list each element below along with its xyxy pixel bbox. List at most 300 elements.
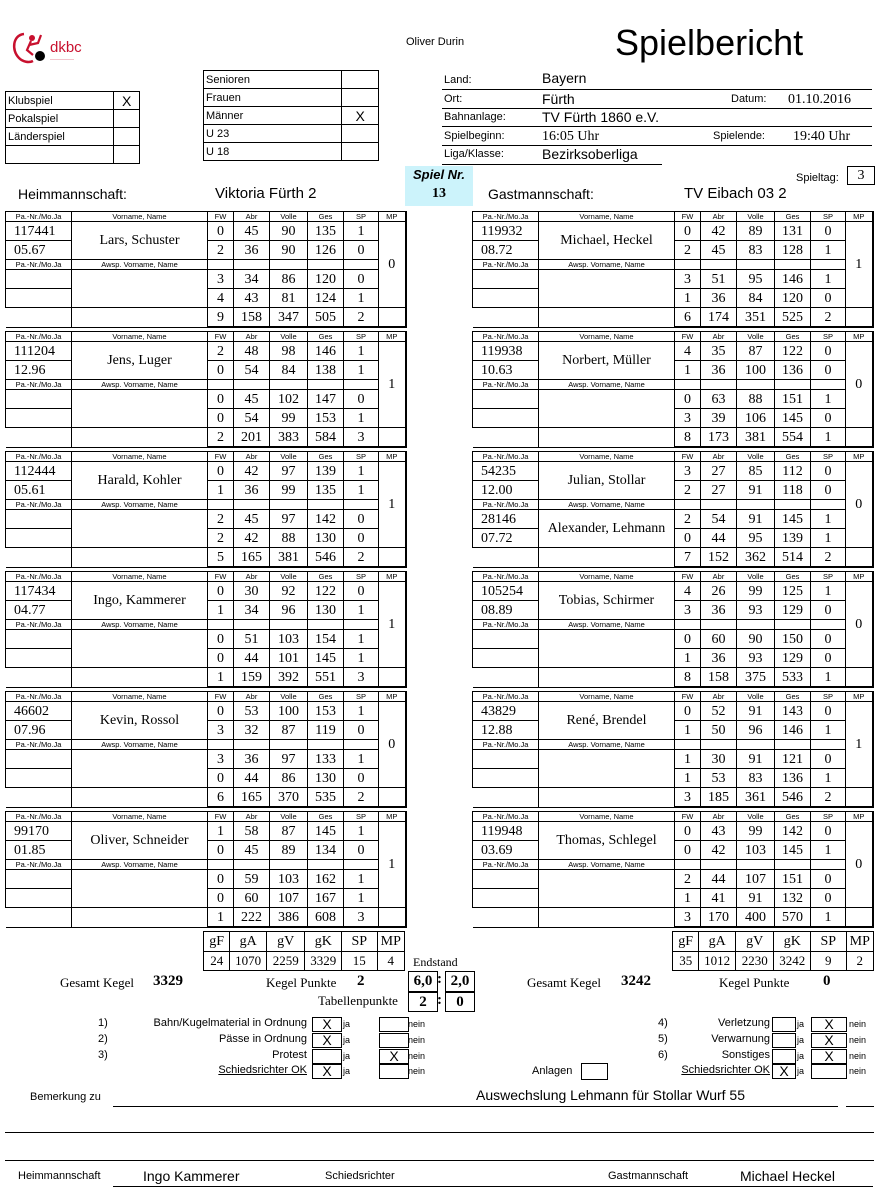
score-ges: 135 — [308, 481, 344, 500]
player-birth: 12.88 — [473, 721, 539, 740]
column-header-fw: FW — [208, 692, 234, 702]
score-volle: 92 — [270, 582, 308, 601]
empty-cell — [539, 548, 675, 568]
empty-cell — [6, 548, 72, 568]
total-sp: 1 — [811, 668, 846, 688]
column-header-name: Vorname, Name — [72, 332, 208, 342]
column-header-sp: SP — [811, 332, 846, 342]
check-nein-box[interactable] — [379, 1017, 409, 1032]
sum-value: 3329 — [305, 952, 342, 971]
player-birth: 08.89 — [473, 601, 539, 620]
sum-head: SP — [342, 932, 378, 952]
total-sp: 3 — [344, 428, 379, 448]
score-fw: 0 — [208, 889, 234, 908]
score-volle: 90 — [270, 222, 308, 241]
column-header-abr: Abr — [234, 572, 270, 582]
spiel-nr-value: 13 — [432, 186, 446, 201]
empty-cell — [234, 500, 270, 510]
empty-cell — [737, 620, 775, 630]
nein-label: nein — [408, 1051, 426, 1061]
column-header-pid: Pa.-Nr./Mo.Ja — [6, 692, 72, 702]
score-sp: 0 — [811, 289, 846, 308]
score-abr: 45 — [234, 841, 270, 860]
column-header-sp: SP — [811, 812, 846, 822]
score-fw: 0 — [208, 702, 234, 721]
column-header-fw: FW — [675, 332, 701, 342]
empty-cell — [379, 788, 406, 808]
score-ges: 151 — [775, 390, 811, 409]
sum-value: 24 — [204, 952, 230, 971]
score-sp: 1 — [811, 721, 846, 740]
match-point: 1 — [379, 822, 406, 908]
sub-header-name: Awsp. Vorname, Name — [539, 500, 675, 510]
column-header-volle: Volle — [737, 212, 775, 222]
score-sp: 1 — [344, 462, 379, 481]
total-volle: 361 — [737, 788, 775, 808]
ende-value: 19:40 Uhr — [793, 129, 851, 144]
sub-header-pid: Pa.-Nr./Mo.Ja — [473, 860, 539, 870]
check-nein-box[interactable]: X — [379, 1049, 409, 1064]
score-ges: 154 — [308, 630, 344, 649]
score-volle: 103 — [270, 630, 308, 649]
score-ges: 167 — [308, 889, 344, 908]
score-volle: 107 — [737, 870, 775, 889]
score-volle: 89 — [737, 222, 775, 241]
score-abr: 63 — [701, 390, 737, 409]
score-abr: 51 — [234, 630, 270, 649]
score-abr: 51 — [701, 270, 737, 289]
score-fw: 0 — [208, 769, 234, 788]
empty-cell — [473, 308, 539, 328]
category-label: Männer — [204, 107, 342, 125]
match-point: 1 — [379, 582, 406, 668]
score-ges: 138 — [308, 361, 344, 380]
empty-cell — [6, 428, 72, 448]
player-pass-number: 119932 — [473, 222, 539, 241]
player-pass-number: 54235 — [473, 462, 539, 481]
check-nein-box[interactable] — [379, 1033, 409, 1048]
player-name: Kevin, Rossol — [72, 702, 208, 740]
empty-cell — [675, 740, 701, 750]
score-fw: 1 — [675, 289, 701, 308]
empty-cell — [6, 308, 72, 328]
score-fw: 1 — [675, 769, 701, 788]
empty-cell — [208, 620, 234, 630]
match-point: 0 — [379, 222, 406, 308]
total-ges: 533 — [775, 668, 811, 688]
match-type-table — [5, 91, 140, 164]
column-header-fw: FW — [208, 452, 234, 462]
check-nein-box[interactable] — [811, 1064, 847, 1079]
score-ges: 145 — [775, 409, 811, 428]
score-sp: 1 — [344, 870, 379, 889]
column-header-volle: Volle — [270, 692, 308, 702]
total-abr: 170 — [701, 908, 737, 928]
score-sp: 1 — [811, 769, 846, 788]
sub-header-name: Awsp. Vorname, Name — [72, 740, 208, 750]
empty-cell — [775, 620, 811, 630]
score-volle: 91 — [737, 750, 775, 769]
category-mark[interactable]: X — [342, 107, 379, 125]
category-mark[interactable] — [342, 143, 379, 161]
sub-pass-number — [473, 270, 539, 289]
sum-value: 4 — [377, 952, 404, 971]
score-volle: 84 — [737, 289, 775, 308]
sum-head: MP — [377, 932, 404, 952]
check-nein-box[interactable]: X — [811, 1033, 847, 1048]
sub-header-name: Awsp. Vorname, Name — [539, 260, 675, 270]
category-mark[interactable] — [342, 71, 379, 89]
empty-cell — [675, 260, 701, 270]
score-abr: 36 — [701, 601, 737, 620]
score-abr: 45 — [701, 241, 737, 260]
score-ges: 119 — [308, 721, 344, 740]
sub-birth — [473, 649, 539, 668]
total-abr: 201 — [234, 428, 270, 448]
score-abr: 45 — [234, 222, 270, 241]
empty-cell — [473, 788, 539, 808]
total-sp: 2 — [811, 308, 846, 328]
check-label: Pässe in Ordnung — [218, 1033, 307, 1045]
score-volle: 91 — [737, 889, 775, 908]
away-match-points: 2,0 — [445, 971, 475, 992]
check-ja-box[interactable] — [772, 1049, 796, 1064]
sub-header-name: Awsp. Vorname, Name — [72, 380, 208, 390]
column-header-sp: SP — [811, 572, 846, 582]
sub-header-pid: Pa.-Nr./Mo.Ja — [6, 860, 72, 870]
player-birth: 03.69 — [473, 841, 539, 860]
score-fw: 1 — [208, 481, 234, 500]
score-fw: 2 — [675, 241, 701, 260]
score-sp: 1 — [344, 289, 379, 308]
ort-label: Ort: — [444, 93, 463, 105]
total-fw: 1 — [208, 668, 234, 688]
sub-player-name — [72, 510, 208, 548]
column-header-pid: Pa.-Nr./Mo.Ja — [6, 452, 72, 462]
empty-cell — [846, 428, 873, 448]
away-kegelpunkte-value: 0 — [823, 973, 831, 989]
score-abr: 54 — [701, 510, 737, 529]
empty-cell — [539, 308, 675, 328]
score-sp: 0 — [344, 841, 379, 860]
score-sp: 1 — [344, 630, 379, 649]
score-sp: 1 — [344, 822, 379, 841]
check-label: Schiedsrichter OK — [218, 1064, 307, 1076]
column-header-fw: FW — [208, 212, 234, 222]
home-match-points: 6,0 — [408, 971, 438, 992]
result-separator: : — [437, 971, 442, 987]
column-header-pid: Pa.-Nr./Mo.Ja — [473, 212, 539, 222]
score-fw: 4 — [208, 289, 234, 308]
score-fw: 2 — [675, 870, 701, 889]
empty-cell — [775, 740, 811, 750]
category-mark[interactable] — [342, 89, 379, 107]
check-label: Verwarnung — [711, 1033, 770, 1045]
score-fw: 0 — [675, 529, 701, 548]
score-abr: 35 — [701, 342, 737, 361]
score-sp: 0 — [344, 510, 379, 529]
score-sp: 0 — [811, 649, 846, 668]
score-abr: 42 — [701, 841, 737, 860]
score-ges: 145 — [308, 822, 344, 841]
score-sp: 0 — [811, 601, 846, 620]
player-birth: 04.77 — [6, 601, 72, 620]
score-ges: 130 — [308, 529, 344, 548]
check-ja-box[interactable] — [772, 1033, 796, 1048]
score-volle: 97 — [270, 462, 308, 481]
away-kegelpunkte-label: Kegel Punkte — [719, 975, 790, 990]
empty-cell — [308, 620, 344, 630]
score-volle: 87 — [737, 342, 775, 361]
column-header-sp: SP — [344, 572, 379, 582]
total-ges: 570 — [775, 908, 811, 928]
score-ges: 122 — [775, 342, 811, 361]
score-sp: 1 — [344, 342, 379, 361]
column-header-abr: Abr — [234, 452, 270, 462]
player-birth: 05.61 — [6, 481, 72, 500]
total-volle: 370 — [270, 788, 308, 808]
sum-head: gF — [673, 932, 699, 952]
score-fw: 0 — [208, 841, 234, 860]
category-label: U 18 — [204, 143, 342, 161]
score-volle: 96 — [270, 601, 308, 620]
score-fw: 1 — [675, 361, 701, 380]
player-birth: 12.96 — [6, 361, 72, 380]
score-volle: 101 — [270, 649, 308, 668]
sub-header-name: Awsp. Vorname, Name — [539, 740, 675, 750]
sum-head: gF — [204, 932, 230, 952]
score-fw: 1 — [675, 750, 701, 769]
check-ja-box[interactable]: X — [312, 1017, 342, 1032]
category-mark[interactable] — [342, 125, 379, 143]
total-sp: 3 — [344, 908, 379, 928]
column-header-sp: SP — [344, 812, 379, 822]
column-header-pid: Pa.-Nr./Mo.Ja — [6, 812, 72, 822]
empty-cell — [811, 260, 846, 270]
empty-cell — [775, 380, 811, 390]
empty-cell — [344, 380, 379, 390]
total-abr: 174 — [701, 308, 737, 328]
ja-label: ja — [797, 1035, 805, 1045]
score-fw: 3 — [675, 409, 701, 428]
column-header-abr: Abr — [234, 332, 270, 342]
total-volle: 386 — [270, 908, 308, 928]
bahn-value: TV Fürth 1860 e.V. — [542, 109, 659, 125]
column-header-name: Vorname, Name — [72, 692, 208, 702]
sub-player-name — [72, 390, 208, 428]
home-player-block — [5, 451, 407, 568]
check-number: 3) — [98, 1049, 108, 1061]
empty-cell — [234, 260, 270, 270]
sub-birth — [6, 409, 72, 428]
score-fw: 1 — [675, 889, 701, 908]
score-sp: 1 — [344, 222, 379, 241]
total-fw: 6 — [208, 788, 234, 808]
sub-header-name: Awsp. Vorname, Name — [72, 860, 208, 870]
score-fw: 0 — [208, 630, 234, 649]
away-player-block — [472, 331, 874, 448]
score-ges: 136 — [775, 361, 811, 380]
column-header-abr: Abr — [701, 812, 737, 822]
sub-header-name: Awsp. Vorname, Name — [539, 620, 675, 630]
home-gesamt-label: Gesamt Kegel — [60, 975, 135, 990]
score-sp: 1 — [344, 889, 379, 908]
empty-cell — [208, 860, 234, 870]
match-point: 0 — [846, 822, 873, 908]
check-ja-box[interactable]: X — [772, 1064, 796, 1079]
total-volle: 351 — [737, 308, 775, 328]
score-sp: 1 — [811, 529, 846, 548]
ja-label: ja — [343, 1035, 351, 1045]
sum-head: SP — [811, 932, 847, 952]
player-pass-number: 105254 — [473, 582, 539, 601]
score-sp: 0 — [344, 721, 379, 740]
total-volle: 392 — [270, 668, 308, 688]
nein-label: nein — [408, 1019, 426, 1029]
score-sp: 0 — [811, 630, 846, 649]
total-ges: 584 — [308, 428, 344, 448]
score-abr: 36 — [234, 481, 270, 500]
score-ges: 129 — [775, 649, 811, 668]
score-abr: 34 — [234, 270, 270, 289]
empty-cell — [234, 620, 270, 630]
player-birth: 07.96 — [6, 721, 72, 740]
empty-cell — [539, 908, 675, 928]
sub-header-name: Awsp. Vorname, Name — [72, 620, 208, 630]
player-birth: 12.00 — [473, 481, 539, 500]
sub-birth — [473, 409, 539, 428]
column-header-ges: Ges — [775, 572, 811, 582]
empty-cell — [270, 260, 308, 270]
check-nein-box[interactable]: X — [811, 1017, 847, 1032]
score-sp: 0 — [344, 270, 379, 289]
land-label: Land: — [444, 74, 472, 86]
score-sp: 0 — [344, 582, 379, 601]
sub-header-pid: Pa.-Nr./Mo.Ja — [473, 740, 539, 750]
away-team-name: TV Eibach 03 2 — [684, 185, 787, 202]
player-name: Norbert, Müller — [539, 342, 675, 380]
check-ja-box[interactable] — [312, 1049, 342, 1064]
player-name: Ingo, Kammerer — [72, 582, 208, 620]
score-fw: 1 — [208, 601, 234, 620]
check-ja-box[interactable] — [772, 1017, 796, 1032]
match-type-mark[interactable] — [114, 110, 140, 128]
match-type-mark[interactable]: X — [114, 92, 140, 110]
bahn-label: Bahnanlage: — [444, 111, 506, 123]
column-header-sp: SP — [344, 452, 379, 462]
empty-cell — [379, 548, 406, 568]
score-ges: 120 — [775, 289, 811, 308]
score-sp: 1 — [344, 409, 379, 428]
sum-head: gA — [699, 932, 736, 952]
sig-home-label: Heimmannschaft — [18, 1170, 101, 1182]
category-label: Frauen — [204, 89, 342, 107]
score-fw: 0 — [208, 409, 234, 428]
score-volle: 89 — [270, 841, 308, 860]
anlagen-box[interactable] — [581, 1063, 608, 1080]
total-ges: 546 — [308, 548, 344, 568]
check-nein-box[interactable]: X — [811, 1049, 847, 1064]
page-title: Spielbericht — [615, 22, 804, 63]
column-header-ges: Ges — [775, 452, 811, 462]
empty-cell — [72, 908, 208, 928]
score-ges: 143 — [775, 702, 811, 721]
score-volle: 107 — [270, 889, 308, 908]
away-gesamt-label: Gesamt Kegel — [527, 975, 602, 990]
svg-text:dkbc: dkbc — [50, 39, 82, 56]
total-abr: 159 — [234, 668, 270, 688]
match-type-mark[interactable] — [114, 128, 140, 146]
column-header-volle: Volle — [270, 212, 308, 222]
score-fw: 2 — [208, 241, 234, 260]
nein-label: nein — [408, 1035, 426, 1045]
score-ges: 151 — [775, 870, 811, 889]
check-ja-box[interactable]: X — [312, 1033, 342, 1048]
empty-cell — [6, 788, 72, 808]
total-volle: 375 — [737, 668, 775, 688]
sub-pass-number — [6, 750, 72, 769]
sub-birth — [6, 649, 72, 668]
total-fw: 1 — [208, 908, 234, 928]
column-header-mp: MP — [846, 572, 873, 582]
total-volle: 400 — [737, 908, 775, 928]
sub-pass-number — [473, 390, 539, 409]
empty-cell — [675, 500, 701, 510]
sub-pass-number — [473, 630, 539, 649]
total-volle: 362 — [737, 548, 775, 568]
empty-cell — [208, 380, 234, 390]
empty-cell — [308, 740, 344, 750]
empty-cell — [308, 260, 344, 270]
column-header-name: Vorname, Name — [539, 332, 675, 342]
score-fw: 3 — [675, 462, 701, 481]
ende-label: Spielende: — [713, 130, 765, 142]
score-fw: 4 — [675, 582, 701, 601]
check-nein-box[interactable] — [379, 1064, 409, 1079]
check-ja-box[interactable]: X — [312, 1064, 342, 1079]
empty-cell — [72, 548, 208, 568]
home-kegelpunkte-value: 2 — [357, 973, 365, 989]
score-fw: 0 — [208, 390, 234, 409]
score-volle: 103 — [737, 841, 775, 860]
sum-head: gA — [230, 932, 267, 952]
score-volle: 87 — [270, 721, 308, 740]
player-name: Thomas, Schlegel — [539, 822, 675, 860]
match-point: 1 — [379, 462, 406, 548]
score-volle: 90 — [270, 241, 308, 260]
total-sp: 2 — [344, 308, 379, 328]
empty-cell — [846, 548, 873, 568]
sub-player-name — [539, 390, 675, 428]
total-volle: 381 — [270, 548, 308, 568]
away-table-points: 0 — [445, 992, 475, 1012]
column-header-volle: Volle — [737, 812, 775, 822]
score-sp: 0 — [344, 390, 379, 409]
sub-player-name: Alexander, Lehmann — [539, 510, 675, 548]
score-ges: 136 — [775, 769, 811, 788]
dkbc-logo — [10, 28, 85, 68]
total-sp: 2 — [344, 548, 379, 568]
sub-birth — [6, 769, 72, 788]
score-abr: 27 — [701, 462, 737, 481]
total-fw: 9 — [208, 308, 234, 328]
column-header-name: Vorname, Name — [72, 572, 208, 582]
spieltag-value[interactable]: 3 — [847, 166, 875, 185]
total-fw: 8 — [675, 428, 701, 448]
column-header-mp: MP — [846, 812, 873, 822]
score-sp: 0 — [811, 481, 846, 500]
column-header-name: Vorname, Name — [539, 572, 675, 582]
